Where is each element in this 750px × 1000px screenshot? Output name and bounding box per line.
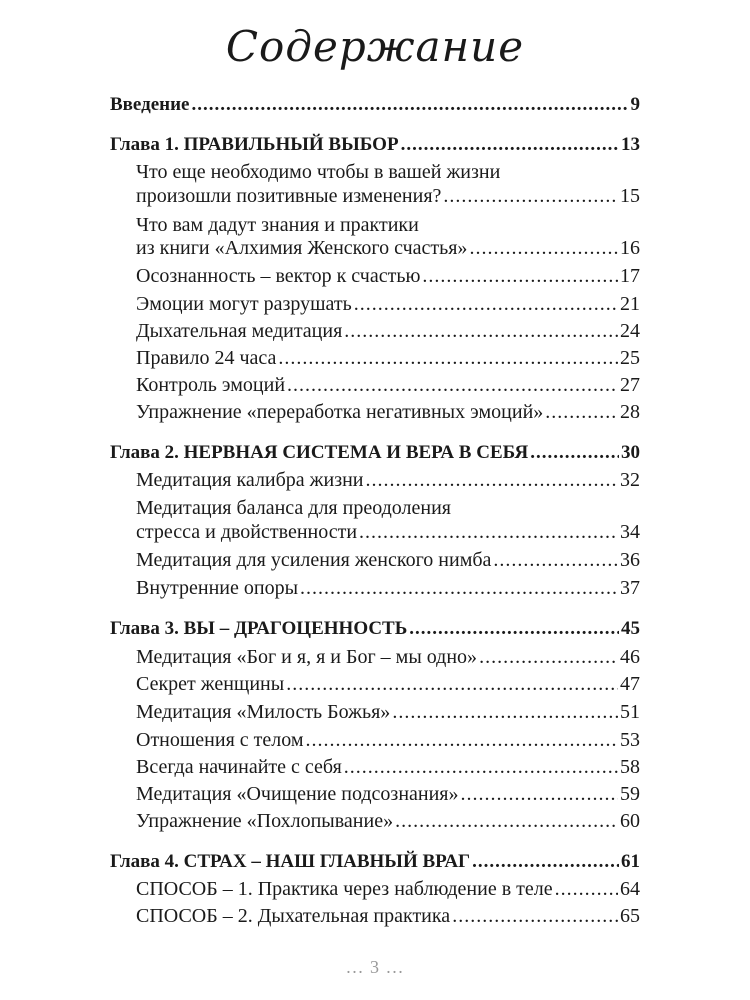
toc-entry bbox=[136, 576, 640, 600]
toc-page-number: 28 bbox=[620, 401, 640, 423]
dot-leader bbox=[461, 782, 618, 806]
dot-leader bbox=[443, 184, 618, 208]
toc-entry bbox=[136, 236, 640, 260]
toc-page-number: 45 bbox=[621, 618, 640, 639]
dot-leader bbox=[344, 319, 618, 343]
dot-leader bbox=[359, 520, 618, 544]
toc-page-number: 51 bbox=[620, 701, 640, 723]
toc-chapter-1 bbox=[110, 133, 640, 157]
toc-entry-label: Медитация «Очищение подсознания» bbox=[136, 783, 459, 805]
toc-page-number: 25 bbox=[620, 347, 640, 369]
toc-page-number: 36 bbox=[620, 549, 640, 571]
dot-leader bbox=[354, 292, 618, 316]
toc-entry bbox=[136, 264, 640, 288]
dot-leader bbox=[366, 468, 618, 492]
toc-entry-line1: Что еще необходимо чтобы в вашей жизни bbox=[136, 161, 501, 183]
toc-entry-label: Контроль эмоций bbox=[136, 374, 286, 396]
toc-entry bbox=[136, 809, 640, 833]
toc-entry-label: Медитация для усиления женского нимба bbox=[136, 549, 492, 571]
dot-leader bbox=[472, 850, 619, 874]
toc-entry-line1: Медитация баланса для преодоления bbox=[136, 497, 451, 519]
dot-leader bbox=[545, 400, 618, 424]
toc-entry bbox=[136, 728, 640, 752]
toc-entry-label: из книги «Алхимия Женского счастья» bbox=[136, 237, 468, 259]
dot-leader bbox=[422, 264, 618, 288]
dot-leader bbox=[401, 133, 619, 157]
toc-entry bbox=[136, 346, 640, 370]
toc-page-number: 46 bbox=[620, 646, 640, 668]
toc-chapter-2 bbox=[110, 441, 640, 465]
toc-page-number: 53 bbox=[620, 729, 640, 751]
toc-page-number: 24 bbox=[620, 320, 640, 342]
toc-entry-label: Медитация калибра жизни bbox=[136, 469, 364, 491]
toc-entry-label: Эмоции могут разрушать bbox=[136, 293, 352, 315]
toc-page-number: 27 bbox=[620, 374, 640, 396]
toc-entry bbox=[136, 645, 640, 669]
toc-entry-label: произошли позитивные изменения? bbox=[136, 185, 442, 207]
toc-entry bbox=[136, 292, 640, 316]
dot-leader bbox=[392, 700, 618, 724]
toc-page-number: 37 bbox=[620, 577, 640, 599]
toc-entry bbox=[136, 400, 640, 424]
toc-entry-label: Упражнение «переработка негативных эмоций» bbox=[136, 401, 544, 423]
toc-chapter-label: Глава 4. СТРАХ – НАШ ГЛАВНЫЙ ВРАГ bbox=[110, 851, 471, 872]
toc-entry-label: стресса и двойственности bbox=[136, 521, 358, 543]
dot-leader bbox=[344, 755, 618, 779]
page-title: Содержание bbox=[225, 22, 525, 71]
dot-leader bbox=[287, 373, 618, 397]
toc-entry-label: Введение bbox=[110, 94, 190, 115]
dot-leader bbox=[395, 809, 618, 833]
toc-chapter-4 bbox=[110, 850, 640, 874]
toc-entry bbox=[136, 877, 640, 901]
toc-entry-intro bbox=[110, 93, 640, 117]
toc-entry bbox=[136, 700, 640, 724]
toc-entry bbox=[136, 184, 640, 208]
toc-page-number: 60 bbox=[620, 810, 640, 832]
toc-page-number: 64 bbox=[620, 878, 640, 900]
toc-page-number: 15 bbox=[620, 185, 640, 207]
toc-page-number: 59 bbox=[620, 783, 640, 805]
toc-chapter-label: Глава 3. ВЫ – ДРАГОЦЕННОСТЬ bbox=[110, 618, 408, 639]
toc-entry-label: Упражнение «Похлопывание» bbox=[136, 810, 394, 832]
toc-entry-label: Медитация «Милость Божья» bbox=[136, 701, 391, 723]
toc-entry-label: Правило 24 часа bbox=[136, 347, 277, 369]
toc-page-number: 65 bbox=[620, 905, 640, 927]
toc-chapter-label: Глава 1. ПРАВИЛЬНЫЙ ВЫБОР bbox=[110, 134, 399, 155]
toc-entry bbox=[136, 548, 640, 572]
toc-entry-label: СПОСОБ – 2. Дыхательная практика bbox=[136, 905, 451, 927]
toc-chapter-label: Глава 2. НЕРВНАЯ СИСТЕМА И ВЕРА В СЕБЯ bbox=[110, 442, 529, 463]
toc-entry bbox=[136, 904, 640, 928]
dot-leader bbox=[555, 877, 618, 901]
toc-page-number: 34 bbox=[620, 521, 640, 543]
toc-page-number: 58 bbox=[620, 756, 640, 778]
toc-page-number: 61 bbox=[621, 851, 640, 872]
toc-entry-label: Осознанность – вектор к счастью bbox=[136, 265, 421, 287]
dot-leader bbox=[306, 728, 618, 752]
toc-page-number: 47 bbox=[620, 673, 640, 695]
dot-leader bbox=[469, 236, 618, 260]
toc-entry bbox=[136, 373, 640, 397]
toc-entry bbox=[136, 468, 640, 492]
toc-entry bbox=[136, 755, 640, 779]
dot-leader bbox=[530, 441, 619, 465]
dot-leader bbox=[493, 548, 618, 572]
toc-page-number: 9 bbox=[630, 94, 640, 115]
toc-page-number: 32 bbox=[620, 469, 640, 491]
toc-page-number: 17 bbox=[620, 265, 640, 287]
toc-entry-label: Отношения с телом bbox=[136, 729, 304, 751]
page-number-footer: … 3 … bbox=[345, 957, 405, 977]
dot-leader bbox=[286, 672, 618, 696]
toc-entry bbox=[136, 672, 640, 696]
dot-leader bbox=[192, 93, 629, 117]
toc-entry-label: Всегда начинайте с себя bbox=[136, 756, 342, 778]
dot-leader bbox=[479, 645, 618, 669]
toc-entry-line1: Что вам дадут знания и практики bbox=[136, 214, 419, 236]
toc-page-number: 30 bbox=[621, 442, 640, 463]
dot-leader bbox=[409, 617, 619, 641]
toc-page-number: 21 bbox=[620, 293, 640, 315]
toc-page-number: 13 bbox=[621, 134, 640, 155]
toc-entry-label: Внутренние опоры bbox=[136, 577, 299, 599]
toc-entry-label: Секрет женщины bbox=[136, 673, 285, 695]
toc-entry bbox=[136, 319, 640, 343]
toc-entry bbox=[136, 520, 640, 544]
toc-entry-label: Медитация «Бог и я, я и Бог – мы одно» bbox=[136, 646, 478, 668]
dot-leader bbox=[452, 904, 618, 928]
toc-page-number: 16 bbox=[620, 237, 640, 259]
toc-entry bbox=[136, 782, 640, 806]
toc-entry-label: Дыхательная медитация bbox=[136, 320, 343, 342]
toc-entry-label: СПОСОБ – 1. Практика через наблюдение в теле bbox=[136, 878, 553, 900]
dot-leader bbox=[300, 576, 618, 600]
dot-leader bbox=[278, 346, 618, 370]
toc-chapter-3 bbox=[110, 617, 640, 641]
